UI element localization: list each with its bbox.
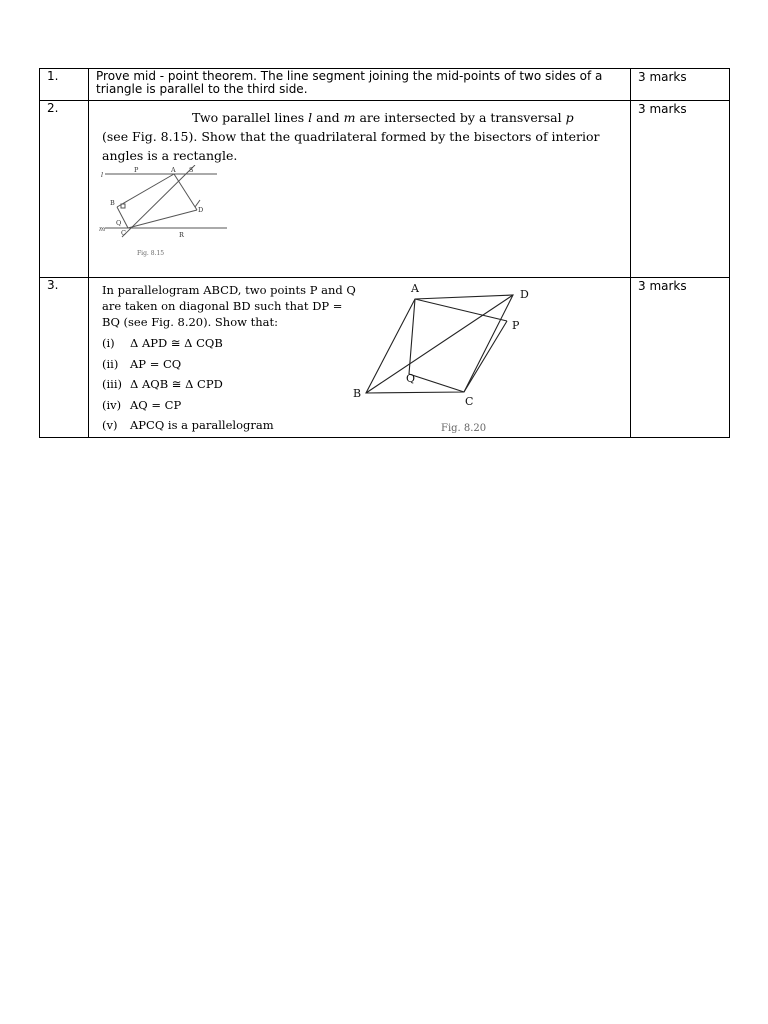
label-Q: Q	[116, 219, 122, 227]
diagonal-bd	[366, 295, 513, 393]
question-text: Prove mid - point theorem. The line segment joining the mid-points of two sides of a triangle is parallel to the third side.	[96, 69, 603, 96]
question-text-rest: (see Fig. 8.15). Show that the quadrilateral formed by the bisectors of interior angles is a rectangle.	[102, 129, 600, 163]
question-body	[89, 69, 631, 101]
var-p: p	[565, 110, 574, 125]
label-P: P	[134, 166, 139, 174]
var-l: l	[308, 110, 313, 125]
question-number: 2.	[40, 101, 89, 278]
figure-caption: Fig. 8.20	[441, 423, 487, 434]
label-P: P	[512, 319, 520, 332]
question-number: 3.	[40, 278, 89, 438]
label-D: D	[198, 206, 204, 214]
parallelogram-diagram	[325, 278, 555, 435]
question-body	[89, 278, 631, 438]
sub-question: (iii) Δ AQB ≅ Δ CPD	[102, 377, 223, 391]
question-number: 1.	[40, 69, 89, 101]
sub-question: (ii) AP = CQ	[102, 356, 182, 371]
label-m: m	[99, 225, 106, 233]
parallel-lines-diagram	[97, 165, 237, 271]
var-m: m	[343, 110, 356, 125]
label-Q: Q	[406, 372, 416, 385]
label-l: l	[101, 171, 104, 179]
question-row-3	[40, 278, 730, 438]
question-statement: In parallelogram ABCD, two points P and Q are taken on diagonal BD such that DP = BQ (see Fig. 8.20). Show that:	[102, 283, 356, 329]
label-C: C	[465, 395, 474, 408]
sub-question-list	[102, 333, 362, 436]
label-B: B	[353, 387, 362, 400]
figure-8-15	[97, 165, 237, 271]
figure-caption: Fig. 8.15	[137, 250, 165, 257]
question-marks: 3 marks	[631, 101, 730, 278]
question-body	[89, 101, 631, 278]
sub-question: (iv) AQ = CP	[102, 397, 182, 412]
question-text	[102, 282, 362, 436]
sub-question: (i) Δ APD ≅ Δ CQB	[102, 336, 223, 350]
label-R: R	[179, 231, 184, 239]
figure-8-20	[325, 278, 555, 435]
label-B: B	[110, 199, 115, 207]
label-D: D	[520, 288, 529, 301]
question-marks: 3 marks	[631, 69, 730, 101]
question-marks: 3 marks	[631, 278, 730, 438]
question-row-2	[40, 101, 730, 278]
sub-question: (v) APCQ is a parallelogram	[102, 418, 274, 432]
label-S: S	[189, 166, 194, 174]
label-A: A	[171, 166, 176, 174]
question-text: Two parallel lines l and m are intersected by a transversal p (see Fig. 8.15). Show that the quadrilateral formed by the bisectors of interior angles is a rectangle.	[102, 110, 600, 163]
questions-table	[39, 68, 730, 438]
label-C: C	[121, 229, 126, 237]
label-A: A	[411, 282, 419, 295]
question-row-1	[40, 69, 730, 101]
